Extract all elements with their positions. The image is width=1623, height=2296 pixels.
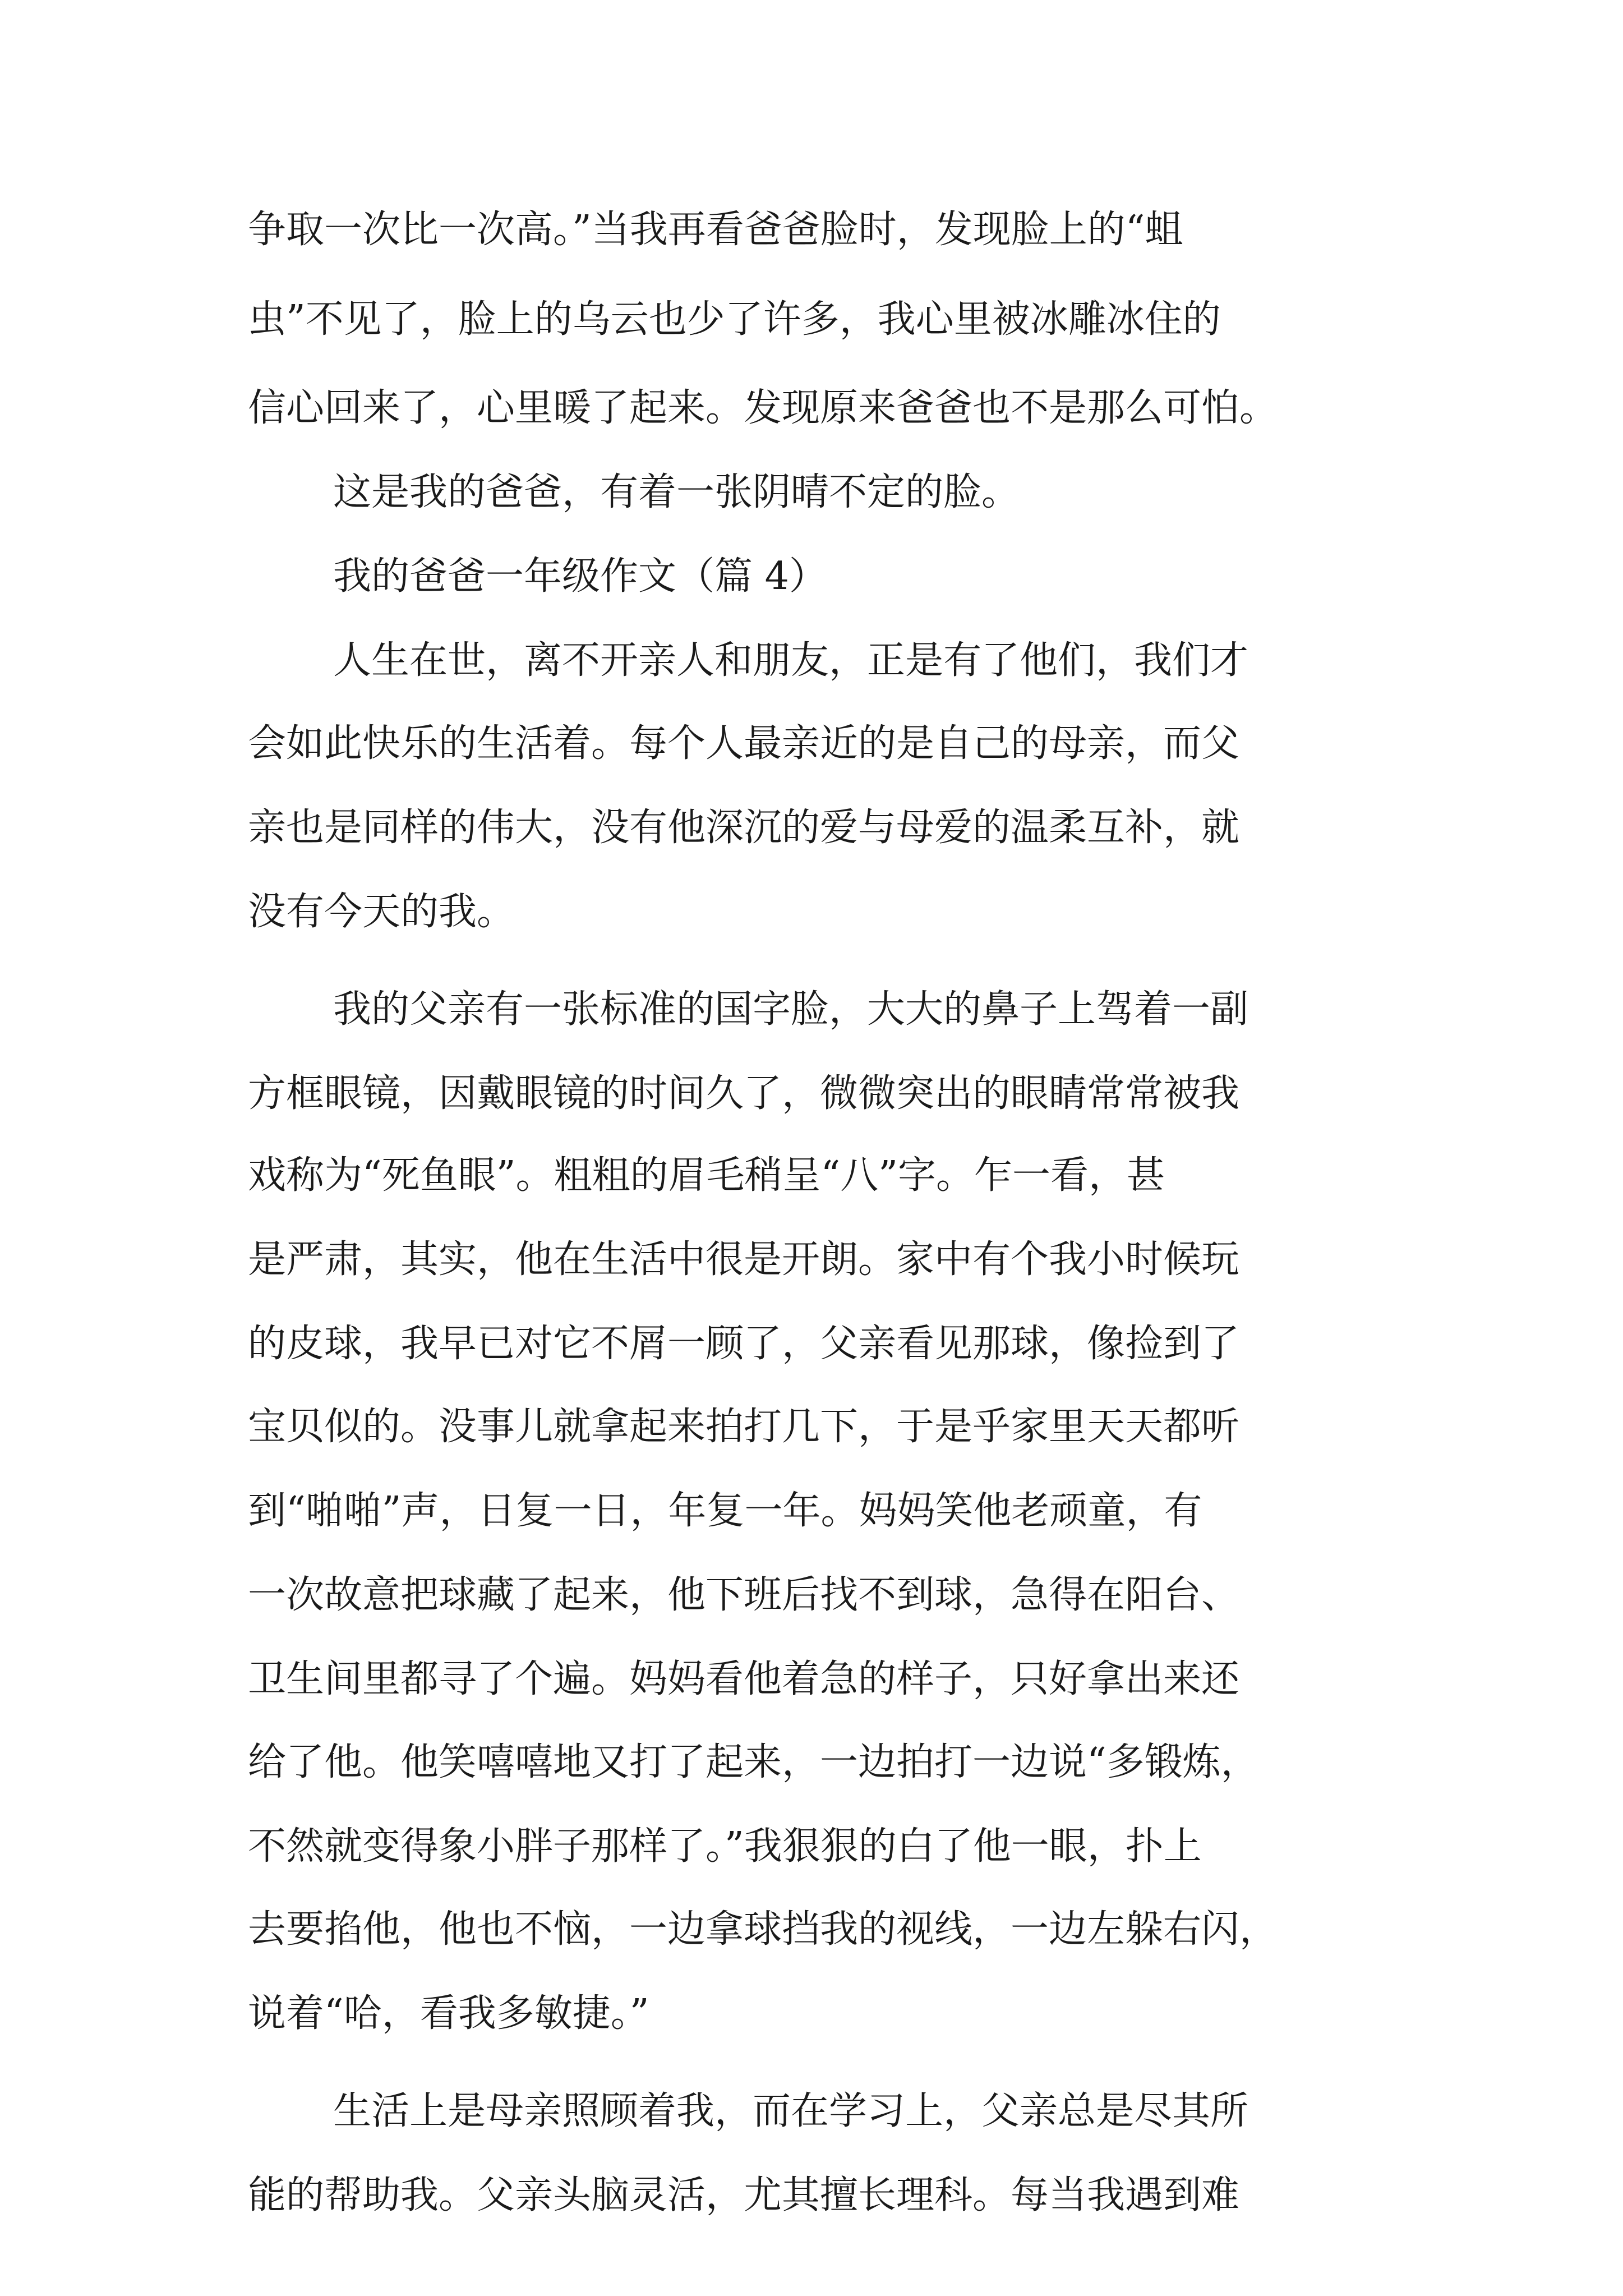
text-line: 我的父亲有一张标准的国字脸，大大的鼻子上驾着一副 [333,987,1249,1032]
text-line: 一次故意把球藏了起来，他下班后找不到球，急得在阳台、 [248,1573,1240,1617]
text-line: 去要掐他，他也不恼，一边拿球挡我的视线，一边左躲右闪， [248,1907,1278,1952]
text-line: 不然就变得象小胖子那样了。”我狠狠的白了他一眼，扑上 [248,1824,1202,1869]
text-line: 没有今天的我。 [248,890,515,934]
text-line: 给了他。他笑嘻嘻地又打了起来，一边拍打一边说“多锻炼， [248,1740,1259,1784]
text-line: 方框眼镜，因戴眼镜的时间久了，微微突出的眼睛常常被我 [248,1071,1240,1116]
text-line: 虫”不见了，脸上的乌云也少了许多，我心里被冰雕冰住的 [248,297,1221,342]
text-line: 人生在世，离不开亲人和朋友，正是有了他们，我们才 [333,638,1249,683]
text-line: 这是我的爸爸，有着一张阴晴不定的脸。 [333,470,1020,514]
text-line: 生活上是母亲照顾着我，而在学习上，父亲总是尽其所 [333,2089,1249,2133]
text-line: 信心回来了，心里暖了起来。发现原来爸爸也不是那么可怕。 [248,386,1278,430]
section-heading: 我的爸爸一年级作文（篇 4） [333,554,827,599]
text-line: 是严肃，其实，他在生活中很是开朗。家中有个我小时候玩 [248,1237,1240,1282]
text-line: 宝贝似的。没事儿就拿起来拍打几下，于是乎家里天天都听 [248,1405,1240,1449]
text-line: 能的帮助我。父亲头脑灵活，尤其擅长理科。每当我遇到难 [248,2173,1240,2217]
text-line: 说着“哈，看我多敏捷。” [248,1991,649,2036]
text-line: 卫生间里都寻了个遍。妈妈看他着急的样子，只好拿出来还 [248,1657,1240,1701]
text-line: 戏称为“死鱼眼”。粗粗的眉毛稍呈“八”字。乍一看，甚 [248,1153,1165,1198]
text-line: 的皮球，我早已对它不屑一顾了，父亲看见那球，像捡到了 [248,1322,1240,1366]
text-line: 会如此快乐的生活着。每个人最亲近的是自己的母亲，而父 [248,721,1240,766]
text-line: 争取一次比一次高。”当我再看爸爸脸时，发现脸上的“蛆 [248,208,1183,252]
text-line: 亲也是同样的伟大，没有他深沉的爱与母爱的温柔互补，就 [248,806,1240,850]
text-line: 到“啪啪”声，日复一日，年复一年。妈妈笑他老顽童，有 [248,1489,1202,1533]
